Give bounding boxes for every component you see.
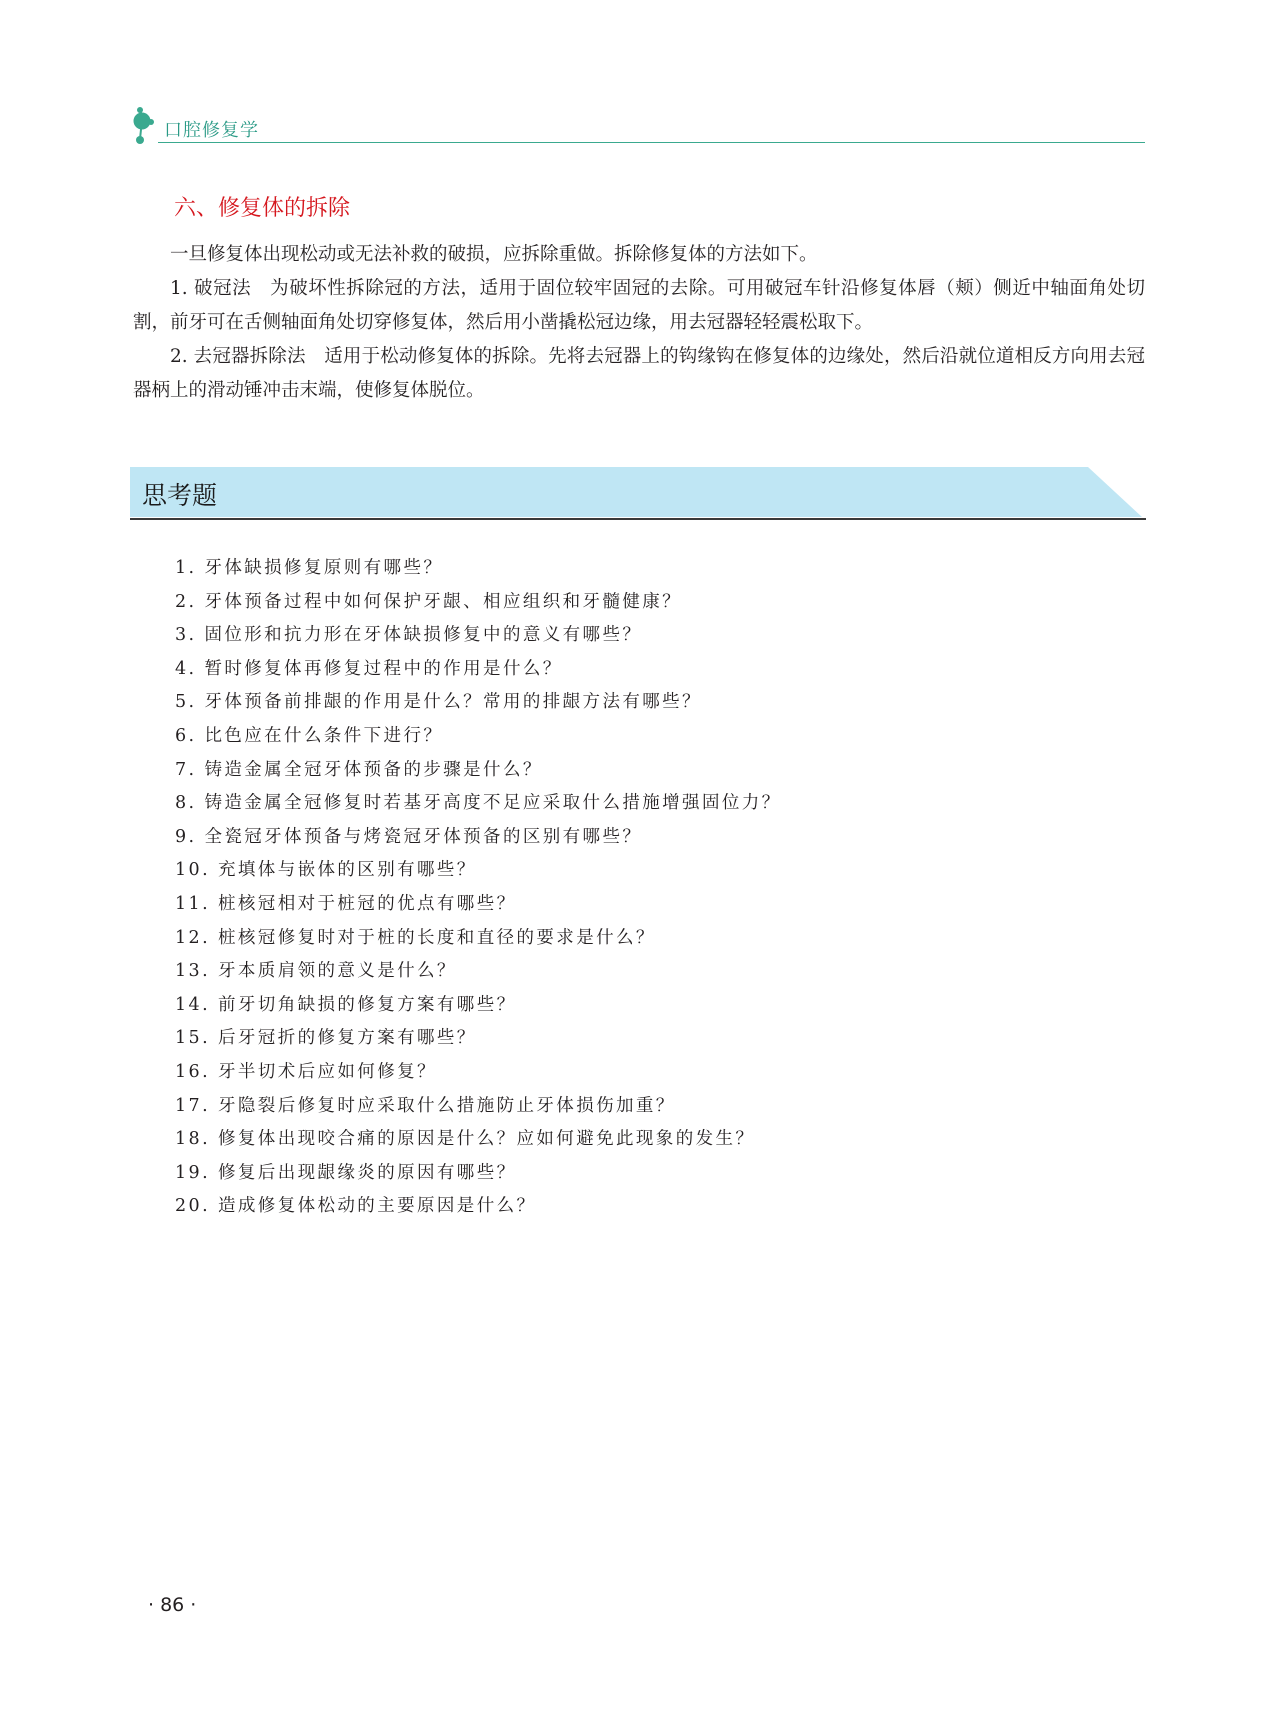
banner-shape	[130, 467, 1146, 521]
list-item: 19. 修复后出现龈缘炎的原因有哪些？	[175, 1162, 517, 1183]
review-banner	[130, 467, 1146, 521]
section-body	[133, 238, 1145, 408]
list-item: 14. 前牙切角缺损的修复方案有哪些？	[175, 994, 517, 1015]
list-item: 17. 牙隐裂后修复时应采取什么措施防止牙体损伤加重？	[175, 1095, 676, 1116]
running-header	[130, 106, 1145, 146]
list-item: 20. 造成修复体松动的主要原因是什么？	[175, 1196, 537, 1217]
list-item: 11. 桩核冠相对于桩冠的优点有哪些？	[175, 893, 517, 914]
list-item: 1. 牙体缺损修复原则有哪些？	[175, 558, 444, 578]
header-divider	[158, 142, 1145, 143]
list-item: 5. 牙体预备前排龈的作用是什么？常用的排龈方法有哪些？	[175, 692, 702, 713]
list-item: 2. 牙体预备过程中如何保护牙龈、相应组织和牙髓健康？	[175, 591, 683, 612]
paragraph-intro: 一旦修复体出现松动或无法补救的破损，应拆除重做。拆除修复体的方法如下。	[170, 244, 818, 265]
review-title: 思考题	[142, 481, 218, 510]
list-item: 18. 修复体出现咬合痛的原因是什么？应如何避免此现象的发生？	[175, 1129, 756, 1150]
list-item: 6. 比色应在什么条件下进行？	[175, 725, 444, 746]
list-item: 7. 铸造金属全冠牙体预备的步骤是什么？	[175, 759, 543, 780]
list-item: 8. 铸造金属全冠修复时若基牙高度不足应采取什么措施增强固位力？	[175, 793, 782, 814]
review-question-list	[175, 552, 782, 1224]
paragraph-method-2: 2. 去冠器拆除法 适用于松动修复体的拆除。先将去冠器上的钩缘钩在修复体的边缘处，然后沿就位道相反方向用去冠器柄上的滑动锤冲击末端，使修复体脱位。	[133, 346, 1145, 401]
book-title: 口腔修复学	[164, 120, 259, 141]
list-item: 4. 暂时修复体再修复过程中的作用是什么？	[175, 658, 563, 679]
list-item: 3. 固位形和抗力形在牙体缺损修复中的意义有哪些？	[175, 625, 643, 646]
page-number: · 86 ·	[148, 1594, 197, 1616]
paragraph-method-1: 1. 破冠法 为破坏性拆除冠的方法，适用于固位较牢固冠的去除。可用破冠车针沿修复体唇（颊）侧近中轴面角处切割，前牙可在舌侧轴面角处切穿修复体，然后用小凿撬松冠边缘，用去冠器轻轻震松取下。	[133, 278, 1145, 333]
list-item: 12. 桩核冠修复时对于桩的长度和直径的要求是什么？	[175, 927, 656, 948]
list-item: 13. 牙本质肩领的意义是什么？	[175, 961, 457, 982]
list-item: 16. 牙半切术后应如何修复？	[175, 1061, 437, 1082]
list-item: 15. 后牙冠折的修复方案有哪些？	[175, 1028, 477, 1049]
list-item: 9. 全瓷冠牙体预备与烤瓷冠牙体预备的区别有哪些？	[175, 826, 643, 847]
list-item: 10. 充填体与嵌体的区别有哪些？	[175, 860, 477, 881]
section-heading: 六、修复体的拆除	[174, 196, 351, 221]
